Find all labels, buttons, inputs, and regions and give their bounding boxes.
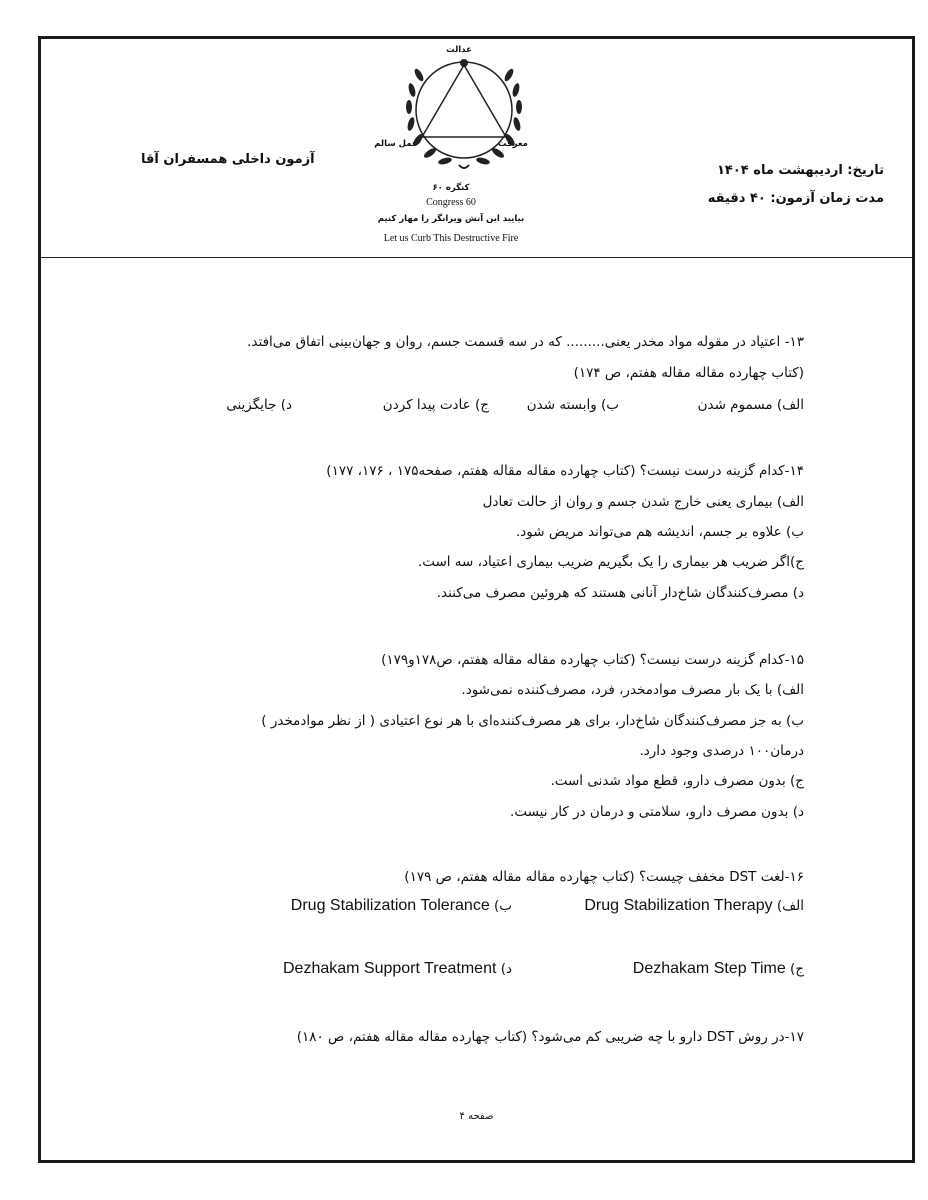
exam-title: آزمون داخلی همسفران آقا (141, 152, 315, 167)
q15-option-c: ج) بدون مصرف دارو، قطع مواد شدنی است. (550, 773, 804, 789)
logo-left-word: عمل سالم (374, 139, 418, 149)
q13-option-b: ب) وابسته شدن (526, 397, 619, 413)
slogan-en: Let us Curb This Destructive Fire (383, 233, 519, 244)
q15-option-b: ب) به جز مصرف‌کنندگان شاخ‌دار، برای هر مصرف‌کننده‌ای با هر نوع اعتیادی ( از نظر موادمخدر ) (261, 713, 804, 729)
q14-option-c: ج)اگر ضریب هر بیماری را یک بگیریم ضریب بیماری اعتیاد، سه است. (417, 554, 804, 570)
q16-option-d (283, 960, 512, 978)
question-13: ۱۳- اعتیاد در مقوله مواد مخدر یعنی......... که در سه قسمت جسم، روان و جهان‌بینی اتفاق می‌افتد. (247, 334, 804, 350)
q16-option-b-text: Drug Stabilization Tolerance (290, 897, 490, 914)
exam-meta (708, 157, 884, 213)
slogan-fa: بیایید این آتش ویرانگر را مهار کنیم (377, 214, 525, 224)
logo-triangle-icon (422, 65, 506, 137)
q13-option-c: ج) عادت پیدا کردن (382, 397, 489, 413)
question-13-ref: (کتاب چهارده مقاله مقاله هفتم، ص ۱۷۴) (573, 365, 804, 381)
question-16: ۱۶-لغت DST مخفف چیست؟ (کتاب چهارده مقاله مقاله هفتم، ص ۱۷۹) (404, 869, 804, 885)
q15-option-d: د) بدون مصرف دارو، سلامتی و درمان در کار نیست. (510, 804, 804, 820)
question-17: ۱۷-در روش DST دارو با چه ضریبی کم می‌شود؟ (کتاب چهارده مقاله مقاله هفتم، ص ۱۸۰) (296, 1029, 804, 1045)
q16-option-c-prefix: ج) (790, 961, 804, 977)
q15-option-a: الف) با یک بار مصرف موادمخدر، فرد، مصرف‌کننده نمی‌شود. (461, 682, 804, 698)
congress-logo (399, 45, 529, 175)
q14-option-a: الف) بیماری یعنی خارج شدن جسم و روان از حالت تعادل (482, 494, 804, 510)
header-divider (41, 257, 912, 258)
q16-option-c (633, 960, 804, 978)
page-number: صفحه ۴ (459, 1111, 494, 1122)
logo-top-word: عدالت (446, 45, 472, 55)
page-frame (38, 36, 915, 1163)
question-14: ۱۴-کدام گزینه درست نیست؟ (کتاب چهارده مقاله مقاله هفتم، صفحه۱۷۵ ، ۱۷۶، ۱۷۷) (326, 463, 804, 479)
q13-option-a: الف) مسموم شدن (697, 397, 804, 413)
q16-option-a (584, 897, 804, 915)
congress-name-fa: کنگره ۶۰ (432, 183, 470, 193)
exam-date: تاریخ: اردیبهشت ماه ۱۴۰۴ (717, 163, 884, 178)
q16-option-b (291, 897, 512, 915)
logo-right-word: معرفت (498, 139, 528, 149)
laurel-wreath-icon (406, 67, 522, 165)
q15-option-b-cont: درمان۱۰۰ درصدی وجود دارد. (639, 743, 804, 759)
q14-option-b: ب) علاوه بر جسم، اندیشه هم می‌تواند مریض شود. (515, 524, 804, 540)
q16-option-d-text: Dezhakam Support Treatment (282, 960, 497, 977)
q13-option-d: د) جایگزینی (226, 397, 292, 413)
q16-option-d-prefix: د) (500, 961, 512, 977)
exam-duration: مدت زمان آزمون: ۴۰ دقیقه (707, 191, 884, 206)
q16-option-b-prefix: ب) (494, 898, 512, 914)
congress-name-en: Congress 60 (426, 197, 476, 208)
q16-option-c-text: Dezhakam Step Time (632, 960, 786, 977)
question-15: ۱۵-کدام گزینه درست نیست؟ (کتاب چهارده مقاله مقاله هفتم، ص۱۷۸و۱۷۹) (381, 652, 804, 668)
q16-option-a-prefix: الف) (776, 898, 804, 914)
q14-option-d: د) مصرف‌کنندگان شاخ‌دار آنانی هستند که هروئین مصرف می‌کنند. (436, 585, 804, 601)
q16-option-a-text: Drug Stabilization Therapy (584, 897, 773, 914)
